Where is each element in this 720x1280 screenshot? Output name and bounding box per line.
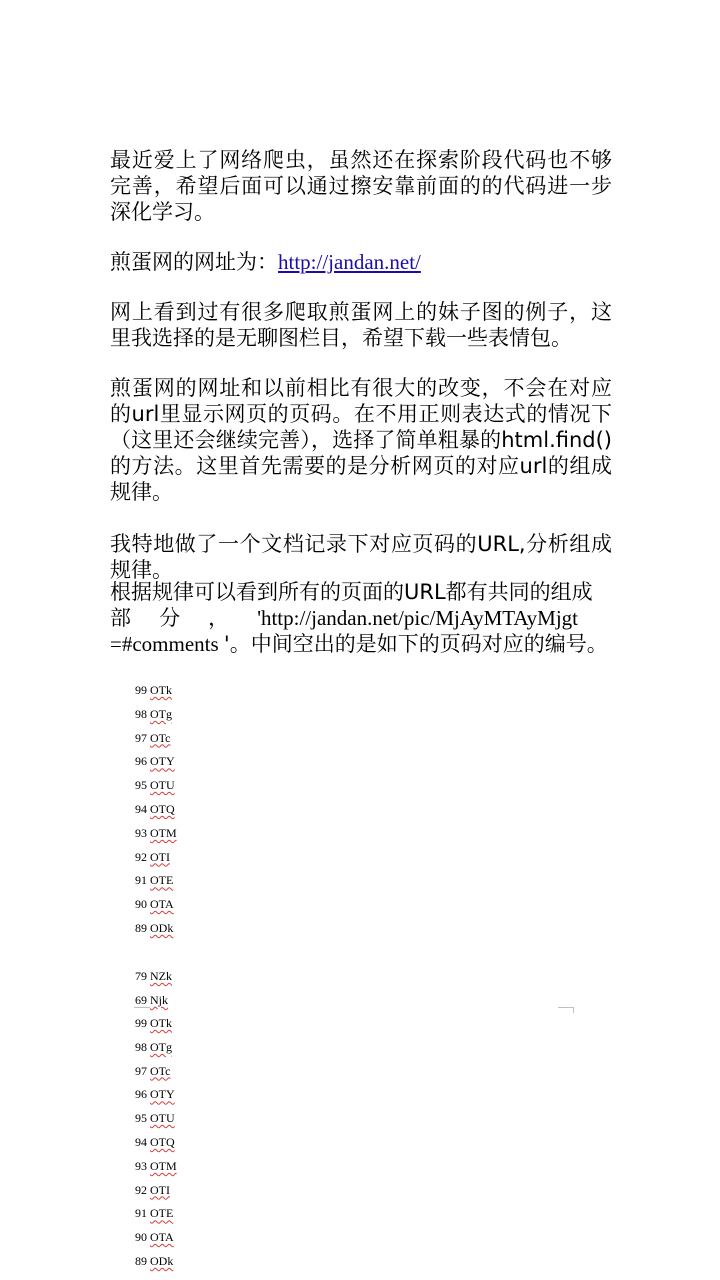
page-number: 89 xyxy=(135,920,147,935)
paragraph-4: 煎蛋网的网址和以前相比有很大的改变，不会在对应的url里显示网页的页码。在不用正则表达式的情况下（这里还会继续完善），选择了简单粗暴的html.find()的方法。这里首先需要的是分析网页的对应url的组成规律。 xyxy=(110,376,612,504)
page-number: 95 xyxy=(135,1111,147,1126)
page-code: OTA xyxy=(150,1230,174,1245)
site-link[interactable]: http://jandan.net/ xyxy=(278,250,421,274)
page-code-row xyxy=(135,1036,255,1060)
paragraph-3: 网上看到过有很多爬取煎蛋网上的妹子图的例子，这里我选择的是无聊图栏目，希望下载一些表情包。 xyxy=(110,300,612,350)
page-code: ODk xyxy=(150,920,174,935)
paragraph-6 xyxy=(110,579,612,657)
page-code-row xyxy=(135,703,255,727)
page-code: OTI xyxy=(150,1182,170,1197)
page-code-row xyxy=(135,893,255,917)
page-number: 90 xyxy=(135,897,147,912)
url-pattern-suffix: =#comments xyxy=(110,632,224,656)
paragraph-6-word-2: 分 xyxy=(159,606,181,630)
paragraph-6-word-3: ， xyxy=(208,606,230,630)
paragraph-6-tail-line xyxy=(110,631,612,657)
page-number: 93 xyxy=(135,825,147,840)
page-code-row xyxy=(135,989,255,1013)
page-break-corner-right xyxy=(558,1007,574,1008)
page-number: 69 xyxy=(135,992,147,1007)
site-label: 煎蛋网的网址为： xyxy=(110,250,278,274)
page-number: 99 xyxy=(135,1016,147,1030)
page-code-row xyxy=(135,822,255,846)
page-code-row xyxy=(135,846,255,870)
page-break-corner-left xyxy=(134,1007,150,1008)
page-number: 91 xyxy=(135,873,147,888)
page-code: OTg xyxy=(150,1039,172,1054)
page-code-row xyxy=(135,727,255,751)
page-code-row xyxy=(135,1012,255,1036)
page-code: OTA xyxy=(150,897,174,912)
page-code: OTU xyxy=(150,778,175,793)
page-code: OTE xyxy=(150,873,174,888)
page-code-list-2 xyxy=(135,965,255,1013)
page-code-row xyxy=(135,774,255,798)
page-number: 92 xyxy=(135,1182,147,1197)
page-code: OTE xyxy=(150,1206,174,1221)
page-number: 94 xyxy=(135,1134,147,1149)
paragraph-6-spread-line xyxy=(110,605,578,631)
page-code: OTM xyxy=(150,1158,177,1173)
page-code: OTY xyxy=(150,1087,175,1102)
page-code-row xyxy=(135,1250,255,1274)
page-code: OTI xyxy=(150,849,170,864)
page-number: 92 xyxy=(135,849,147,864)
page-code-list-1 xyxy=(135,679,255,941)
page-number: 91 xyxy=(135,1206,147,1221)
page-number: 90 xyxy=(135,1230,147,1245)
page-code-row xyxy=(135,1179,255,1203)
page-number: 94 xyxy=(135,801,147,816)
page-code: OTc xyxy=(150,730,171,745)
page-code-row xyxy=(135,1060,255,1084)
page-number: 98 xyxy=(135,1039,147,1054)
site-url-paragraph xyxy=(110,249,612,275)
page-code: OTk xyxy=(150,683,172,697)
paragraph-6-lead: 根据规律可以看到所有的页面的URL都有共同的组成 xyxy=(110,580,593,604)
page-code-row xyxy=(135,869,255,893)
page-number: 95 xyxy=(135,778,147,793)
page-number: 93 xyxy=(135,1158,147,1173)
page-code: OTM xyxy=(150,825,177,840)
page-code: OTk xyxy=(150,1016,172,1030)
page-code: OTY xyxy=(150,754,175,769)
page-code-row xyxy=(135,750,255,774)
page-number: 97 xyxy=(135,1063,147,1078)
page-code: NZk xyxy=(150,969,172,983)
page-code-row xyxy=(135,1083,255,1107)
page-number: 99 xyxy=(135,683,147,697)
intro-paragraph: 最近爱上了网络爬虫，虽然还在探索阶段代码也不够完善，希望后面可以通过擦安靠前面的的代码进一步深化学习。 xyxy=(110,148,612,224)
page-code: OTc xyxy=(150,1063,171,1078)
page-code: OTQ xyxy=(150,801,175,816)
url-pattern: 'http://jandan.net/pic/MjAyMTAyMjgt xyxy=(257,606,578,630)
page-code-row xyxy=(135,965,255,989)
page-code-row xyxy=(135,679,255,703)
page-code: Njk xyxy=(150,992,168,1007)
paragraph-6-tail: '。中间空出的是如下的页码对应的编号。 xyxy=(223,632,608,656)
page-number: 98 xyxy=(135,706,147,721)
page-code-row xyxy=(135,1131,255,1155)
page-code-row xyxy=(135,1202,255,1226)
page-code-row xyxy=(135,917,255,941)
page-number: 97 xyxy=(135,730,147,745)
paragraph-6-word-1: 部 xyxy=(110,606,131,630)
page-code: OTg xyxy=(150,706,172,721)
page-code: OTU xyxy=(150,1111,175,1126)
page-code-list-3 xyxy=(135,1012,255,1274)
page-code: ODk xyxy=(150,1253,174,1268)
page-number: 96 xyxy=(135,754,147,769)
page-number: 79 xyxy=(135,969,147,983)
page-number: 89 xyxy=(135,1253,147,1268)
paragraph-5: 我特地做了一个文档记录下对应页码的URL,分析组成规律。 xyxy=(110,532,612,582)
page-code-row xyxy=(135,798,255,822)
page-code-row xyxy=(135,1107,255,1131)
page-code: OTQ xyxy=(150,1134,175,1149)
page-code-row xyxy=(135,1226,255,1250)
page-number: 96 xyxy=(135,1087,147,1102)
page-code-row xyxy=(135,1155,255,1179)
